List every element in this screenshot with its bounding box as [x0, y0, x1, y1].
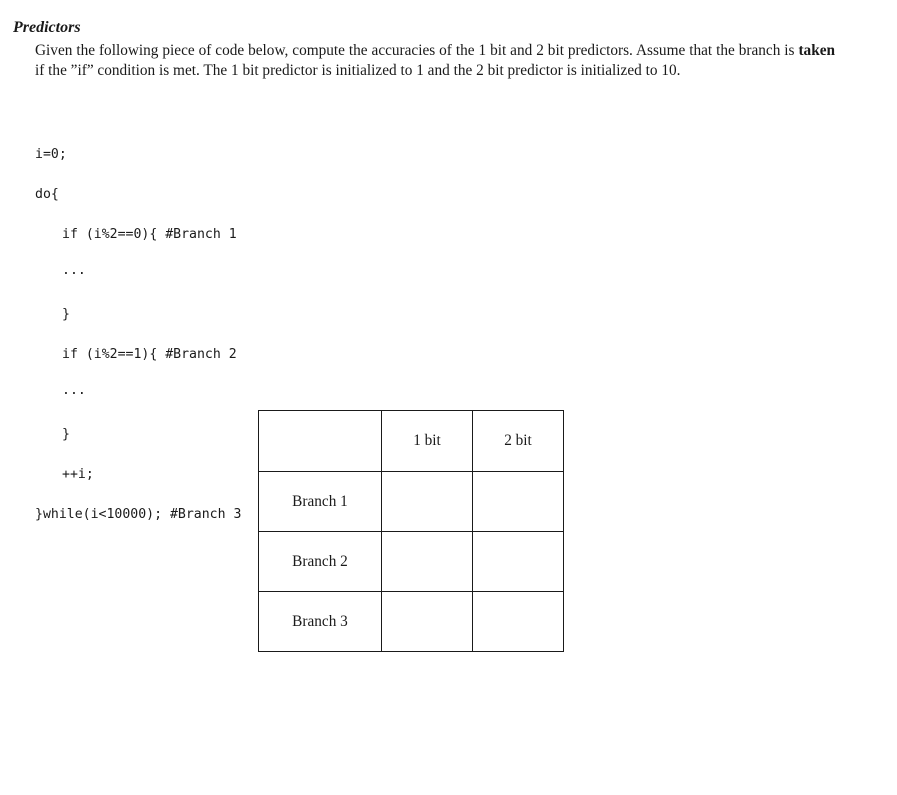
header-cell-1-bit: 1 bit: [382, 411, 473, 472]
predictor-accuracy-table: [258, 410, 564, 652]
code-block: [35, 125, 241, 545]
code-line: i=0;: [35, 147, 67, 162]
code-line: }while(i<10000); #Branch 3: [35, 507, 242, 522]
code-line: ...: [62, 263, 86, 278]
statement-text-2: if the ”if” condition is met. The 1 bit predictor is initialized to 1 and the 2 bit predictor is initialized to 10.: [35, 62, 681, 79]
code-line: }: [62, 427, 70, 442]
answer-cell-2-bit[interactable]: [473, 592, 564, 652]
section-title: Predictors: [13, 19, 81, 36]
code-line: }: [62, 307, 70, 322]
statement-bold-taken: taken: [798, 42, 835, 59]
answer-cell-1-bit[interactable]: [382, 472, 473, 532]
header-cell-empty: [259, 411, 382, 472]
table-row: [259, 532, 564, 592]
code-line: do{: [35, 187, 59, 202]
row-label: Branch 3: [259, 592, 382, 652]
code-line: ++i;: [62, 467, 94, 482]
answer-cell-1-bit[interactable]: [382, 592, 473, 652]
answer-cell-2-bit[interactable]: [473, 472, 564, 532]
header-cell-2-bit: 2 bit: [473, 411, 564, 472]
row-label: Branch 2: [259, 532, 382, 592]
statement-text-1: Given the following piece of code below, compute the accuracies of the 1 bit and 2 bit predictors. Assume that the branch is: [35, 42, 799, 59]
row-label: Branch 1: [259, 472, 382, 532]
code-line: if (i%2==1){ #Branch 2: [62, 347, 237, 362]
answer-cell-2-bit[interactable]: [473, 532, 564, 592]
answer-cell-1-bit[interactable]: [382, 532, 473, 592]
code-line: ...: [62, 383, 86, 398]
table-row: [259, 472, 564, 532]
table-header-row: [259, 411, 564, 472]
code-line: if (i%2==0){ #Branch 1: [62, 227, 237, 242]
table-row: [259, 592, 564, 652]
problem-statement: [35, 41, 835, 81]
